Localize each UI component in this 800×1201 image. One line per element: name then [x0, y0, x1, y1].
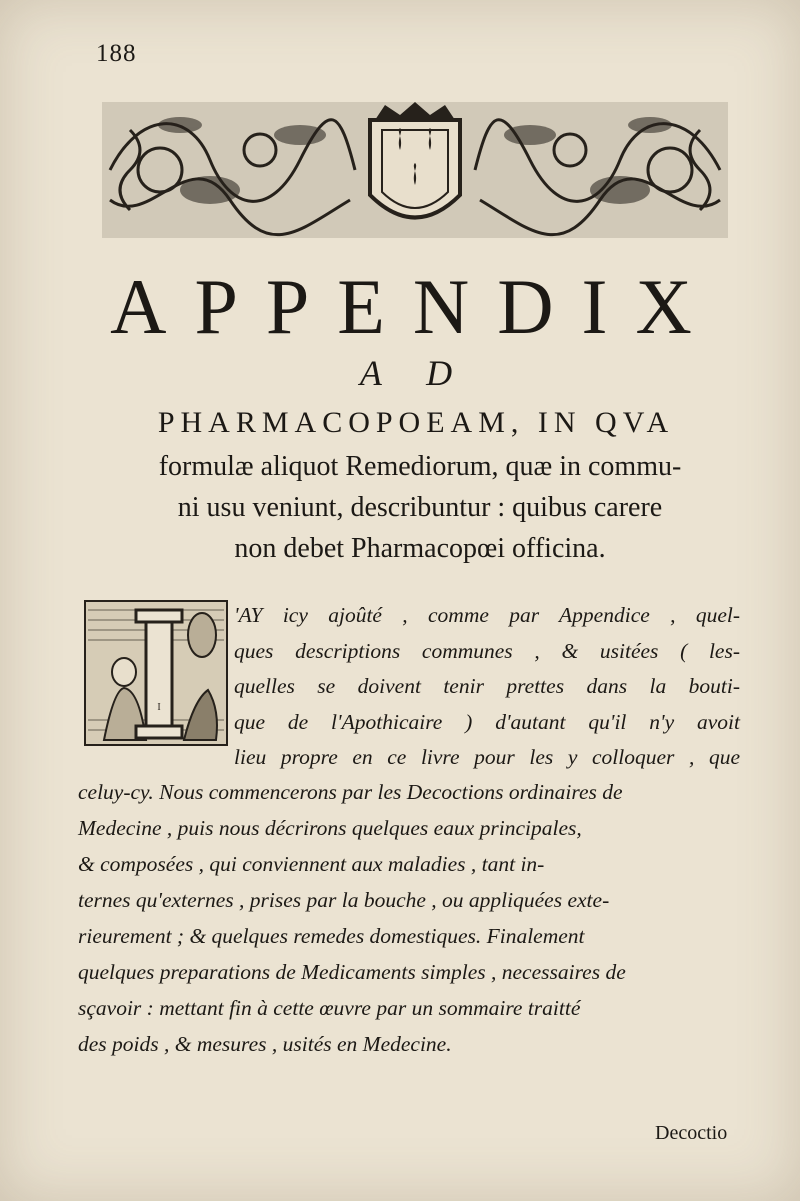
- text-line: lieu propre en ce livre pour les y colloquer , que: [234, 745, 740, 769]
- text-line: quelles se doivent tenir prettes dans la bouti-: [234, 674, 740, 698]
- description-line: non debet Pharmacopœi officina.: [234, 533, 606, 564]
- page-number: 188: [96, 40, 137, 67]
- text-line: ternes qu'externes , prises par la bouche , ou appliquées exte-: [78, 888, 610, 912]
- subtitle: A D: [359, 353, 471, 393]
- text-line: rieurement ; & quelques remedes domestiques. Finalement: [78, 924, 585, 948]
- first-paragraph-lines: [234, 598, 740, 776]
- ornamental-headpiece-icon: [100, 100, 730, 240]
- catchword: Decoctio: [655, 1122, 728, 1144]
- appendix-title: APPENDIX: [110, 263, 720, 350]
- text-line: & composées , qui conviennent aux maladies , tant in-: [78, 852, 545, 876]
- description-line: ni usu veniunt, describuntur : quibus carere: [177, 492, 663, 523]
- subject-line: PHARMACOPOEAM, IN QVA: [157, 406, 675, 439]
- text-line: 'AY icy ajoûté , comme par Appendice , quel-: [234, 603, 740, 627]
- text-line: Medecine , puis nous décrirons quelques eaux principales,: [78, 816, 582, 840]
- drop-cap-initial-icon: [84, 600, 228, 746]
- description-line: formulæ aliquot Remediorum, quæ in commu-: [158, 451, 682, 482]
- text-line: des poids , & mesures , usités en Medecine.: [78, 1032, 452, 1056]
- text-line: ques descriptions communes , & usitées ( les-: [234, 638, 740, 663]
- title-description: [90, 446, 750, 569]
- text-line: sçavoir : mettant fin à cette œuvre par un sommaire traitté: [78, 996, 581, 1020]
- body-paragraph: [78, 774, 742, 1062]
- text-line: que de l'Apothicaire ) d'autant qu'il n'y avoit: [234, 709, 740, 734]
- text-line: celuy-cy. Nous commencerons par les Decoctions ordinaires de: [78, 780, 623, 804]
- drop-cap-letter: I: [157, 702, 161, 713]
- text-line: quelques preparations de Medicaments simples , necessaires de: [78, 960, 626, 984]
